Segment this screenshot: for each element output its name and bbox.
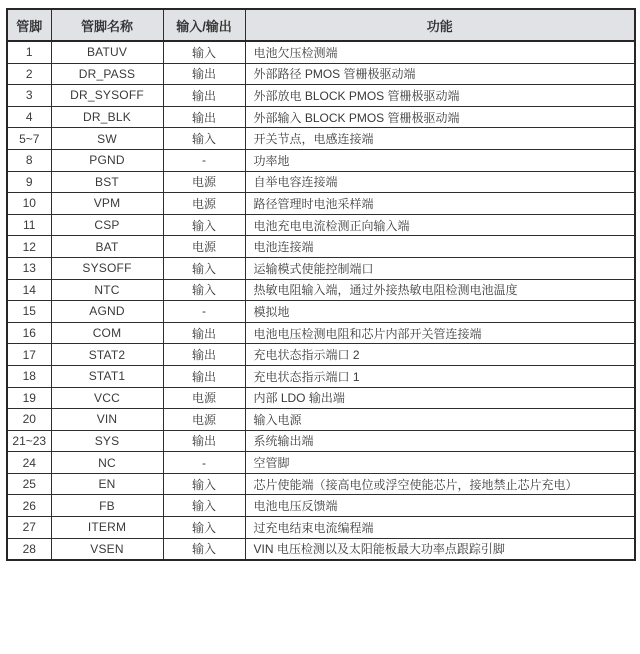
name-cell: CSP [51,214,163,236]
header-row [7,9,635,41]
pin-cell: 26 [7,495,51,517]
name-cell: BAT [51,236,163,258]
io-cell: 电源 [163,409,245,431]
func-cell: 开关节点，电感连接端 [245,128,635,150]
io-cell: 输入 [163,128,245,150]
name-cell: NC [51,452,163,474]
pin-cell: 3 [7,85,51,107]
column-header-pin: 管脚 [7,9,51,41]
name-cell: STAT2 [51,344,163,366]
pin-cell: 27 [7,517,51,539]
table-row [7,279,635,301]
pin-cell: 13 [7,257,51,279]
io-cell: - [163,452,245,474]
io-cell: 电源 [163,236,245,258]
table-row [7,409,635,431]
table-row [7,41,635,63]
table-row [7,257,635,279]
func-cell: 充电状态指示端口 2 [245,344,635,366]
io-cell: 输出 [163,344,245,366]
func-cell: 电池电压检测电阻和芯片内部开关管连接端 [245,322,635,344]
io-cell: 电源 [163,387,245,409]
pin-cell: 25 [7,473,51,495]
name-cell: BST [51,171,163,193]
func-cell: 外部输入 BLOCK PMOS 管栅极驱动端 [245,106,635,128]
name-cell: SYS [51,430,163,452]
io-cell: 输出 [163,365,245,387]
io-cell: 输入 [163,279,245,301]
table-header [7,9,635,41]
table-row [7,193,635,215]
table-row [7,128,635,150]
table-row [7,430,635,452]
table-row [7,301,635,323]
func-cell: 电池电压反馈端 [245,495,635,517]
io-cell: 输入 [163,473,245,495]
name-cell: VSEN [51,538,163,560]
func-cell: 功率地 [245,149,635,171]
pin-cell: 1 [7,41,51,63]
io-cell: 输出 [163,322,245,344]
func-cell: 路径管理时电池采样端 [245,193,635,215]
table-row [7,236,635,258]
pin-cell: 12 [7,236,51,258]
pin-cell: 20 [7,409,51,431]
pin-cell: 28 [7,538,51,560]
func-cell: 输入电源 [245,409,635,431]
func-cell: 空管脚 [245,452,635,474]
io-cell: 输出 [163,85,245,107]
io-cell: 输出 [163,106,245,128]
name-cell: SW [51,128,163,150]
func-cell: 过充电结束电流编程端 [245,517,635,539]
column-header-name: 管脚名称 [51,9,163,41]
column-header-io: 输入/输出 [163,9,245,41]
name-cell: VCC [51,387,163,409]
table-row [7,387,635,409]
pin-cell: 24 [7,452,51,474]
pin-function-table [6,8,636,561]
func-cell: 模拟地 [245,301,635,323]
table-row [7,63,635,85]
table-row [7,149,635,171]
name-cell: AGND [51,301,163,323]
io-cell: 输出 [163,63,245,85]
table-row [7,344,635,366]
pin-cell: 21~23 [7,430,51,452]
table-row [7,452,635,474]
io-cell: 输入 [163,495,245,517]
name-cell: BATUV [51,41,163,63]
io-cell: 输入 [163,517,245,539]
name-cell: DR_SYSOFF [51,85,163,107]
table-row [7,495,635,517]
name-cell: EN [51,473,163,495]
io-cell: 电源 [163,193,245,215]
io-cell: 输入 [163,41,245,63]
pin-cell: 11 [7,214,51,236]
table-body [7,41,635,560]
pin-cell: 14 [7,279,51,301]
column-header-func: 功能 [245,9,635,41]
pin-cell: 8 [7,149,51,171]
name-cell: FB [51,495,163,517]
table-row [7,85,635,107]
pin-cell: 9 [7,171,51,193]
name-cell: VPM [51,193,163,215]
io-cell: 输入 [163,214,245,236]
io-cell: - [163,149,245,171]
name-cell: ITERM [51,517,163,539]
pin-cell: 10 [7,193,51,215]
func-cell: VIN 电压检测以及太阳能板最大功率点跟踪引脚 [245,538,635,560]
table-row [7,214,635,236]
func-cell: 运输模式使能控制端口 [245,257,635,279]
func-cell: 芯片使能端（接高电位或浮空使能芯片，接地禁止芯片充电） [245,473,635,495]
table-row [7,473,635,495]
io-cell: - [163,301,245,323]
name-cell: DR_BLK [51,106,163,128]
pin-cell: 16 [7,322,51,344]
func-cell: 内部 LDO 输出端 [245,387,635,409]
pin-cell: 4 [7,106,51,128]
table-row [7,538,635,560]
pin-cell: 17 [7,344,51,366]
func-cell: 系统输出端 [245,430,635,452]
func-cell: 外部路径 PMOS 管栅极驱动端 [245,63,635,85]
pin-cell: 5~7 [7,128,51,150]
func-cell: 自举电容连接端 [245,171,635,193]
pin-cell: 18 [7,365,51,387]
pin-cell: 2 [7,63,51,85]
name-cell: DR_PASS [51,63,163,85]
name-cell: NTC [51,279,163,301]
table-row [7,365,635,387]
func-cell: 电池充电电流检测正向输入端 [245,214,635,236]
io-cell: 输入 [163,257,245,279]
name-cell: PGND [51,149,163,171]
pin-cell: 19 [7,387,51,409]
func-cell: 热敏电阻输入端，通过外接热敏电阻检测电池温度 [245,279,635,301]
table-row [7,322,635,344]
func-cell: 电池连接端 [245,236,635,258]
func-cell: 外部放电 BLOCK PMOS 管栅极驱动端 [245,85,635,107]
name-cell: COM [51,322,163,344]
io-cell: 电源 [163,171,245,193]
name-cell: SYSOFF [51,257,163,279]
pin-cell: 15 [7,301,51,323]
name-cell: STAT1 [51,365,163,387]
table-row [7,106,635,128]
io-cell: 输入 [163,538,245,560]
io-cell: 输出 [163,430,245,452]
table-row [7,517,635,539]
func-cell: 电池欠压检测端 [245,41,635,63]
func-cell: 充电状态指示端口 1 [245,365,635,387]
table-row [7,171,635,193]
name-cell: VIN [51,409,163,431]
